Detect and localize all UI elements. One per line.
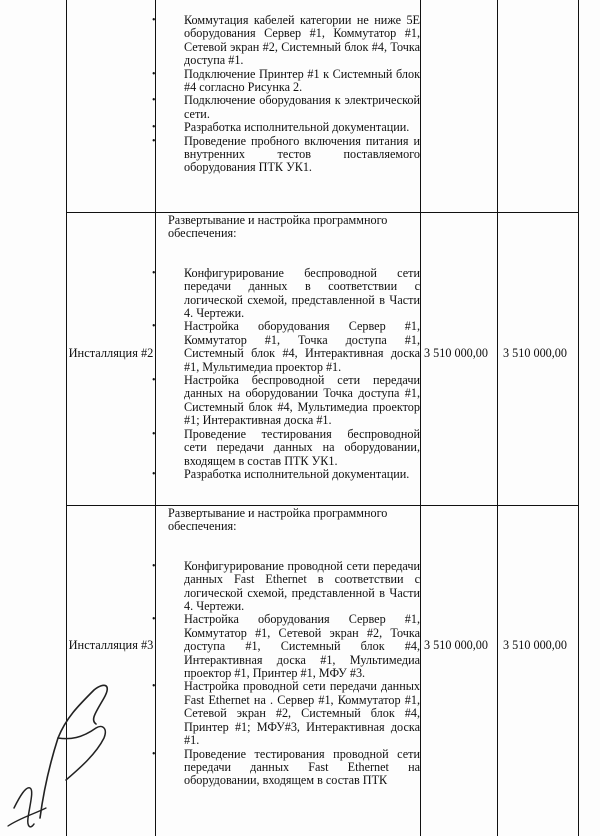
list-item: • Подключение Принтер #1 к Системный блок #4 согласно Рисунка 2. — [152, 66, 420, 95]
installation-3-description — [150, 507, 420, 788]
bullet-icon: • — [152, 95, 156, 107]
bullet-icon: • — [152, 135, 156, 147]
list-item: • Разработка исполнительной документации. — [152, 120, 410, 135]
list-item: • Конфигурирование беспроводной сети передачи данных в соответствии с логической схемой, представленной в Части 4. Чертежи. — [152, 265, 420, 321]
bullet-icon: • — [152, 321, 156, 333]
list-item: • Настройка оборудования Сервер #1, Коммутатор #1, Сетевой экран #2, Точка доступа #1, Системный блок #4, Интерактивная доска #1, Мультимедиа проектор #1, Принтер #1, МФУ #3. — [152, 612, 420, 681]
list-item: • Проведение пробного включения питания и внутренних тестов поставляемого оборудования ПТК УК1. — [152, 133, 420, 175]
bullet-icon: • — [152, 560, 156, 572]
bullet-icon: • — [152, 468, 156, 480]
bullet-icon: • — [152, 428, 156, 440]
list-item: • Разработка исполнительной документации. — [152, 466, 410, 481]
installation-3-intro: Развертывание и настройка программного обеспечения: — [168, 506, 388, 534]
list-item: • Настройка проводной сети передачи данных Fast Ethernet на . Сервер #1, Коммутатор #1, Сетевой экран #2, Системный блок #4, Принтер #1; МФУ#3, Интерактивная доска #1. — [152, 679, 420, 748]
block1-description — [150, 14, 420, 175]
bullet-icon: • — [152, 267, 156, 279]
handwritten-signature — [0, 668, 130, 838]
list-item: • Конфигурирование проводной сети передачи данных Fast Ethernet в соответствии с логической схемой, представленной в Части 4. Чертежи. — [152, 558, 420, 614]
bullet-icon: • — [152, 15, 156, 26]
installation-3-list — [150, 560, 420, 788]
list-item: • Коммутация кабелей категории не ниже 5Е оборудования Сервер #1, Коммутатор #1, Сетевой экран #2, Системный блок #4, Точка доступа #1. — [152, 13, 420, 68]
bullet-icon: • — [152, 375, 156, 387]
installation-3-name: Инсталляция #3 — [68, 638, 154, 652]
list-item: • Проведение тестирования беспроводной сети передачи данных на оборудовании, входящем в состав ПТК УК1. — [152, 426, 420, 468]
installation-2-total: 3 510 000,00 — [503, 346, 567, 360]
bullet-icon: • — [152, 614, 156, 626]
installation-2-intro: Развертывание и настройка программного обеспечения: — [168, 213, 388, 241]
table-border-right — [578, 0, 579, 836]
list-item: • Настройка беспроводной сети передачи данных на оборудовании Точка доступа #1, Системный блок #4, Мультимедиа проектор #1; Интерактивная доска #1. — [152, 373, 420, 428]
table-border-col3 — [497, 0, 498, 836]
block1-list — [150, 14, 420, 175]
list-item: • Настройка оборудования Сервер #1, Коммутатор #1, Точка доступа #1, Системный блок #4, Интерактивная доска #1, Мультимедиа проектор #1. — [152, 319, 420, 374]
list-item: • Подключение оборудования к электрической сети. — [152, 93, 420, 121]
installation-2-name: Инсталляция #2 — [68, 346, 154, 360]
installation-2-list — [150, 267, 420, 482]
installation-2-price: 3 510 000,00 — [424, 346, 488, 360]
installation-3-price: 3 510 000,00 — [424, 638, 488, 652]
bullet-icon: • — [152, 748, 156, 760]
bullet-icon: • — [152, 122, 156, 134]
table-border-col2 — [420, 0, 421, 836]
bullet-icon: • — [152, 68, 156, 80]
installation-3-total: 3 510 000,00 — [503, 638, 567, 652]
bullet-icon: • — [152, 681, 156, 693]
list-item: • Проведение тестирования проводной сети передачи данных Fast Ethernet на оборудовании, входящем в состав ПТК — [152, 746, 420, 788]
installation-2-description — [150, 214, 420, 481]
